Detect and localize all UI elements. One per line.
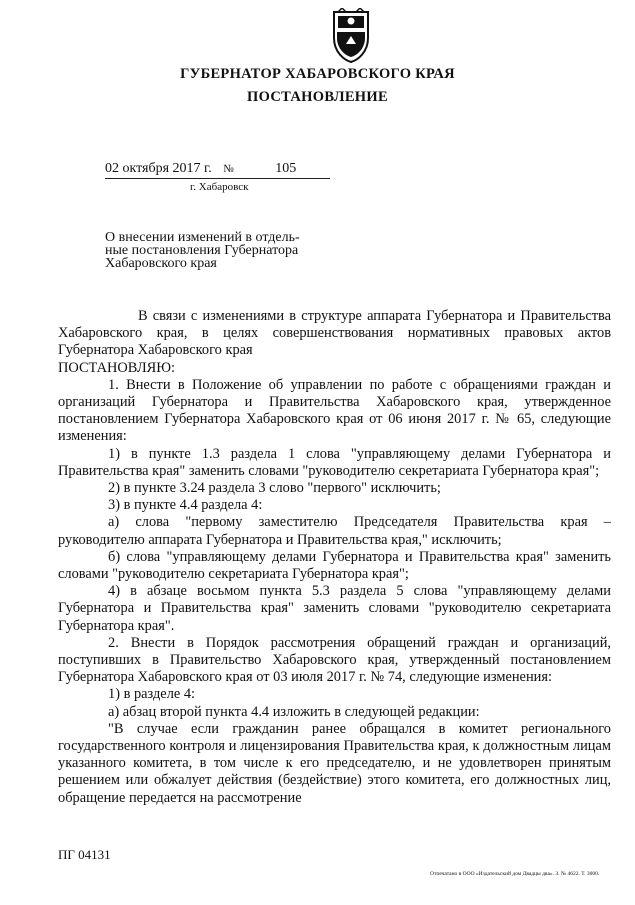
paragraph-1-3a: а) слова "первому заместителю Председателя Правительства края – руководителю аппарата Губернатора и Правительства края," исключить;: [58, 514, 611, 548]
document-type: ПОСТАНОВЛЕНИЕ: [247, 89, 388, 105]
decree-word: ПОСТАНОВЛЯЮ:: [58, 359, 176, 376]
date-underline: [105, 178, 330, 179]
number-sign: №: [223, 163, 234, 175]
form-code: ПГ 04131: [58, 847, 111, 862]
paragraph-1-2: 2) в пункте 3.24 раздела 3 слово "первого" исключить;: [108, 480, 441, 497]
subject-line: О внесении изменений в отдель-: [105, 230, 300, 245]
printer-imprint: Отпечатано в ООО «Издательский дом Двадцы два». З. № 4622. Т. 3000.: [430, 871, 600, 877]
subject-block: [105, 231, 345, 270]
city: г. Хабаровск: [190, 181, 249, 193]
paragraph-1-4: 4) в абзаце восьмом пункта 5.3 раздела 5 слова "управляющему делами Губернатора и Правительства края" заменить словами "руководителю секретариата Губернатора края".: [58, 583, 611, 634]
subject-line: Хабаровского края: [105, 256, 217, 271]
subject-line: ные постановления Губернатора: [105, 243, 299, 258]
coat-of-arms-emblem: [328, 8, 374, 64]
issuer-title: ГУБЕРНАТОР ХАБАРОВСКОГО КРАЯ: [180, 66, 455, 82]
quoted-paragraph: "В случае если гражданин ранее обращался в комитет регионального государственного контроля и лицензирования Правительства края, к должностным лицам указанного комитета, в том числе к его председателю, и не удовлетворен принятым решением или обжалует действия (бездействие) этого комитета, его должностных лиц, обращение передается на рассмотрение: [58, 720, 611, 806]
document-number: 105: [275, 161, 297, 176]
paragraph-2-1a: а) абзац второй пункта 4.4 изложить в следующей редакции:: [108, 703, 480, 720]
paragraph-1-1: 1) в пункте 1.3 раздела 1 слова "управляющему делами Губернатора и Правительства края" заменить словами "руководителю секретариата Губернатора края";: [58, 445, 611, 479]
paragraph-2: 2. Внести в Порядок рассмотрения обращений граждан и организаций, поступивших в Правительство Хабаровского края, утвержденный постановлением Губернатора Хабаровского края от 03 июля 2017 г. № 74, следующие изменения:: [58, 634, 611, 686]
paragraph-1-3: 3) в пункте 4.4 раздела 4:: [108, 497, 263, 514]
document-body: [58, 308, 611, 807]
paragraph-1: 1. Внести в Положение об управлении по работе с обращениями граждан и организаций Губернатора и Правительства Хабаровского края, утвержденное постановлением Губернатора Хабаровского края от 06 июня 2017 г. № 65, следующие изменения:: [58, 376, 611, 445]
document-date: 02 октября 2017 г.: [105, 161, 212, 176]
paragraph-2-1: 1) в разделе 4:: [108, 686, 196, 703]
paragraph-1-3b: б) слова "управляющему делами Губернатора и Правительства края" заменить словами "руководителю секретариата Губернатора края";: [58, 548, 611, 583]
intro-paragraph: В связи с изменениями в структуре аппарата Губернатора и Правительства Хабаровского края, в целях совершенствования нормативных правовых актов Губернатора Хабаровского края: [58, 308, 611, 359]
date-number-line: [105, 161, 335, 177]
